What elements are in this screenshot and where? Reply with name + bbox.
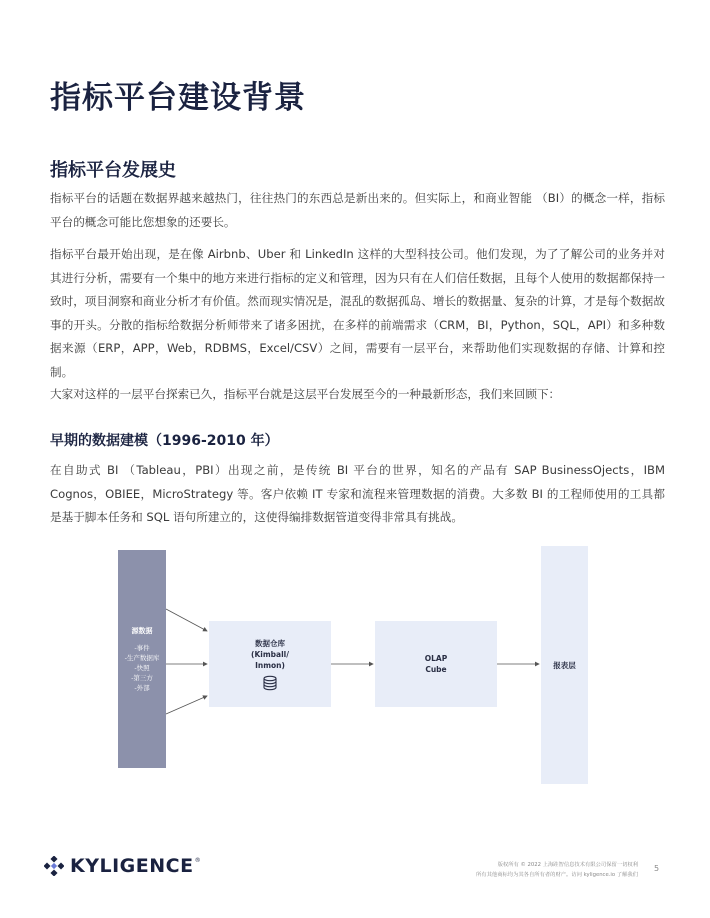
arrow-source-to-warehouse-top	[166, 609, 207, 631]
footer-legal	[476, 860, 638, 880]
warehouse-label-line3: Inmon)	[255, 660, 285, 670]
source-data-title: 源数据	[131, 626, 153, 635]
footer-copyright: 版权所有 © 2022 上海跬智信息技术有限公司保留一切权利	[497, 862, 638, 868]
olap-cube-box	[375, 621, 497, 707]
olap-label-line1: OLAP	[424, 654, 448, 663]
warehouse-label-line1: 数据仓库	[255, 638, 285, 648]
source-item: -外部	[134, 683, 150, 692]
kyligence-logo-icon	[44, 856, 64, 876]
warehouse-label-line2: (Kimball/	[251, 649, 289, 659]
brand-name: KYLIGENCE	[70, 855, 194, 877]
section-heading-history: 指标平台发展史	[50, 160, 176, 181]
source-item: -快照	[134, 663, 150, 672]
paragraph-early-modeling: 在自助式 BI （Tableau，PBI）出现之前，是传统 BI 平台的世界，知名的产品有 SAP BusinessOjects，IBM Cognos，OBIEE，MicroStrategy 等。客户依赖 IT 专家和流程来管理数据的消费。大多数 BI 的工程师使用的工具都是基于脚本任务和 SQL 语句所建立的，这使得编排数据管道变得非常具有挑战。	[50, 463, 665, 524]
paragraph-review: 大家对这样的一层平台探索已久，指标平台就是这层平台发展至今的一种最新形态，我们来回顾下：	[50, 387, 561, 401]
source-data-box	[118, 550, 166, 768]
arrow-source-to-warehouse-bottom	[166, 696, 207, 714]
source-item: -第三方	[131, 673, 153, 682]
trademark-symbol: ®	[194, 856, 202, 864]
kyligence-logo	[44, 855, 201, 877]
source-item: -生产数据库	[124, 653, 160, 662]
paragraph-intro: 指标平台的话题在数据界越来越热门，往往热门的东西总是新出来的。但实际上，和商业智能 （BI）的概念一样，指标平台的概念可能比您想象的还要长。	[50, 191, 665, 229]
report-layer-label: 报表层	[553, 660, 576, 670]
olap-label-line2: Cube	[425, 665, 447, 674]
page-title: 指标平台建设背景	[50, 80, 306, 116]
database-icon	[262, 675, 278, 691]
footer-notice: 所有其他商标均为其各自所有者的财产。访问 kyligence.io 了解我们	[476, 872, 638, 878]
page-number: 5	[654, 864, 660, 873]
report-layer-box	[541, 546, 588, 784]
paragraph-origin: 指标平台最开始出现，是在像 Airbnb、Uber 和 LinkedIn 这样的大型科技公司。他们发现，为了了解公司的业务并对其进行分析，需要有一个集中的地方来进行指标的定义和管理，因为只有在人们信任数据，且每个人使用的数据都保持一致时，项目洞察和商业分析才有价值。然而现实情况是，混乱的数据孤岛、增长的数据量、复杂的计算，才是每个数据故事的开头。分散的指标给数据分析师带来了诸多困扰，在多样的前端需求（CRM，BI，Python，SQL，API）和多种数据来源（ERP，APP，Web，RDBMS，Excel/CSV）之间，需要有一层平台，来帮助他们实现数据的存储、计算和控制。	[50, 247, 665, 379]
section-heading-early-modeling: 早期的数据建模（1996-2010 年）	[50, 433, 279, 449]
source-item: -事件	[134, 643, 150, 652]
data-warehouse-box	[209, 621, 331, 707]
